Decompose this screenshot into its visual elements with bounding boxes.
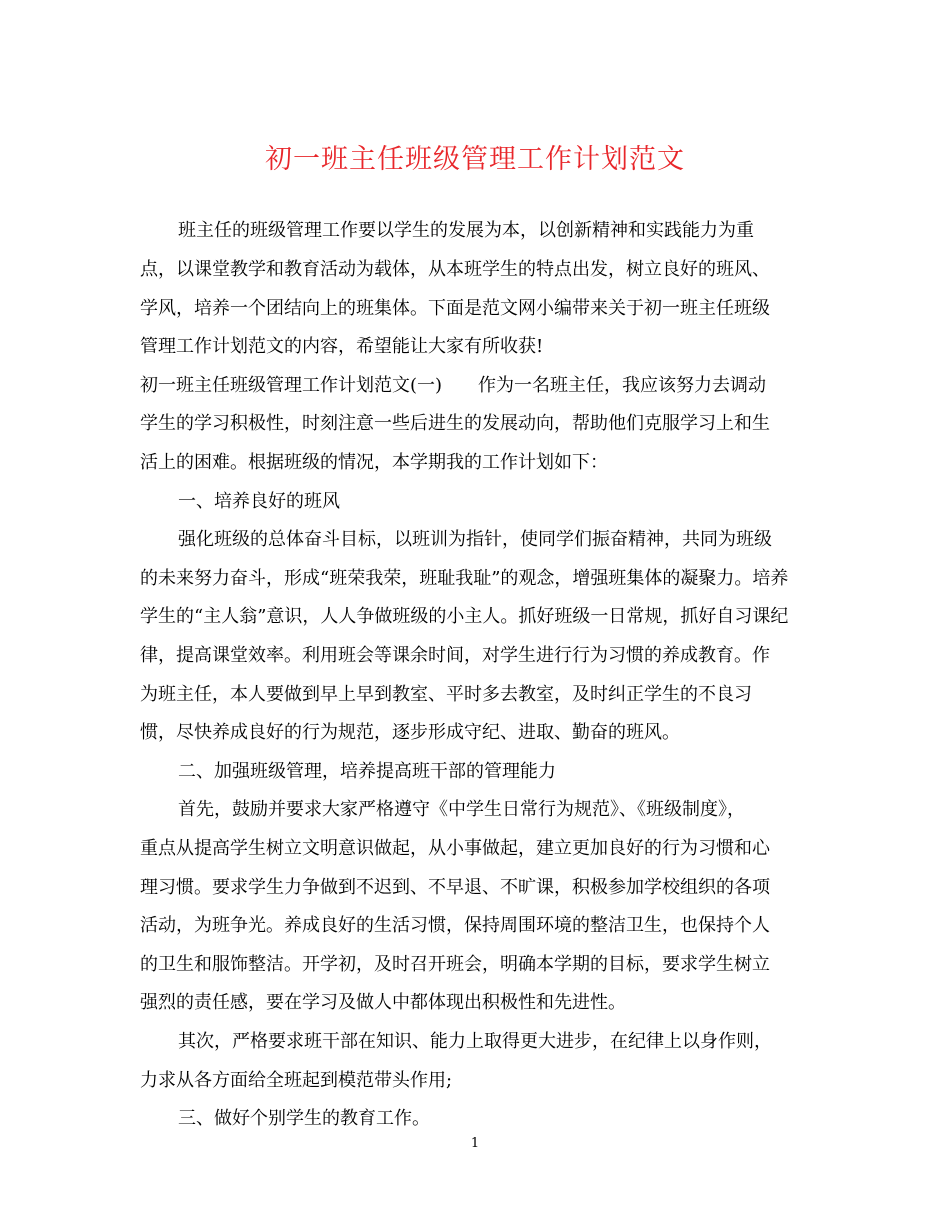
body-line: 学风，培养一个团结向上的班集体。下面是范文网小编带来关于初一班主任班级 (140, 298, 770, 319)
document-title: 初一班主任班级管理工作计划范文 (265, 144, 685, 175)
body-line: 的未来努力奋斗，形成“班荣我荣，班耻我耻”的观念，增强班集体的凝聚力。培养 (140, 568, 789, 589)
body-line: 的卫生和服饰整洁。开学初，及时召开班会，明确本学期的目标，要求学生树立 (140, 954, 770, 975)
page-number: 1 (470, 1136, 480, 1151)
body-line: 活上的困难。根据班级的情况，本学期我的工作计划如下： (140, 452, 608, 473)
body-line: 为班主任，本人要做到早上早到教室、平时多去教室，及时纠正学生的不良习 (140, 684, 752, 705)
body-line: 班主任的班级管理工作要以学生的发展为本，以创新精神和实践能力为重 (178, 220, 754, 241)
body-line: 惯，尽快养成良好的行为规范，逐步形成守纪、进取、勤奋的班风。 (140, 722, 680, 743)
section-heading: 三、做好个别学生的教育工作。 (178, 1108, 430, 1129)
body-line: 其次，严格要求班干部在知识、能力上取得更大进步，在纪律上以身作则， (178, 1031, 772, 1052)
body-line: 活动，为班争光。养成良好的生活习惯，保持周围环境的整洁卫生，也保持个人 (140, 915, 770, 936)
body-line: 管理工作计划范文的内容，希望能让大家有所收获! (140, 336, 544, 357)
body-line: 强化班级的总体奋斗目标，以班训为指针，使同学们振奋精神，共同为班级 (178, 529, 772, 550)
body-line: 首先，鼓励并要求大家严格遵守《中学生日常行为规范》、《班级制度》， (178, 799, 745, 820)
body-line: 律，提高课堂效率。利用班会等课余时间，对学生进行行为习惯的养成教育。作 (140, 645, 770, 666)
body-line: 学生的“主人翁”意识，人人争做班级的小主人。抓好班级一日常规，抓好自习课纪 (140, 606, 789, 627)
body-line: 理习惯。要求学生力争做到不迟到、不早退、不旷课，积极参加学校组织的各项 (140, 877, 770, 898)
body-line: 强烈的责任感，要在学习及做人中都体现出积极性和先进性。 (140, 992, 626, 1013)
body-line: 学生的学习积极性，时刻注意一些后进生的发展动向，帮助他们克服学习上和生 (140, 413, 770, 434)
body-line: 重点从提高学生树立文明意识做起，从小事做起，建立更加良好的行为习惯和心 (140, 838, 770, 859)
body-line: 初一班主任班级管理工作计划范文(一) 作为一名班主任，我应该努力去调动 (140, 375, 767, 396)
section-heading: 二、加强班级管理，培养提高班干部的管理能力 (178, 761, 556, 782)
body-line: 力求从各方面给全班起到模范带头作用; (140, 1070, 453, 1091)
body-line: 点，以课堂教学和教育活动为载体，从本班学生的特点出发，树立良好的班风、 (140, 259, 770, 280)
section-heading: 一、培养良好的班风 (178, 491, 340, 512)
